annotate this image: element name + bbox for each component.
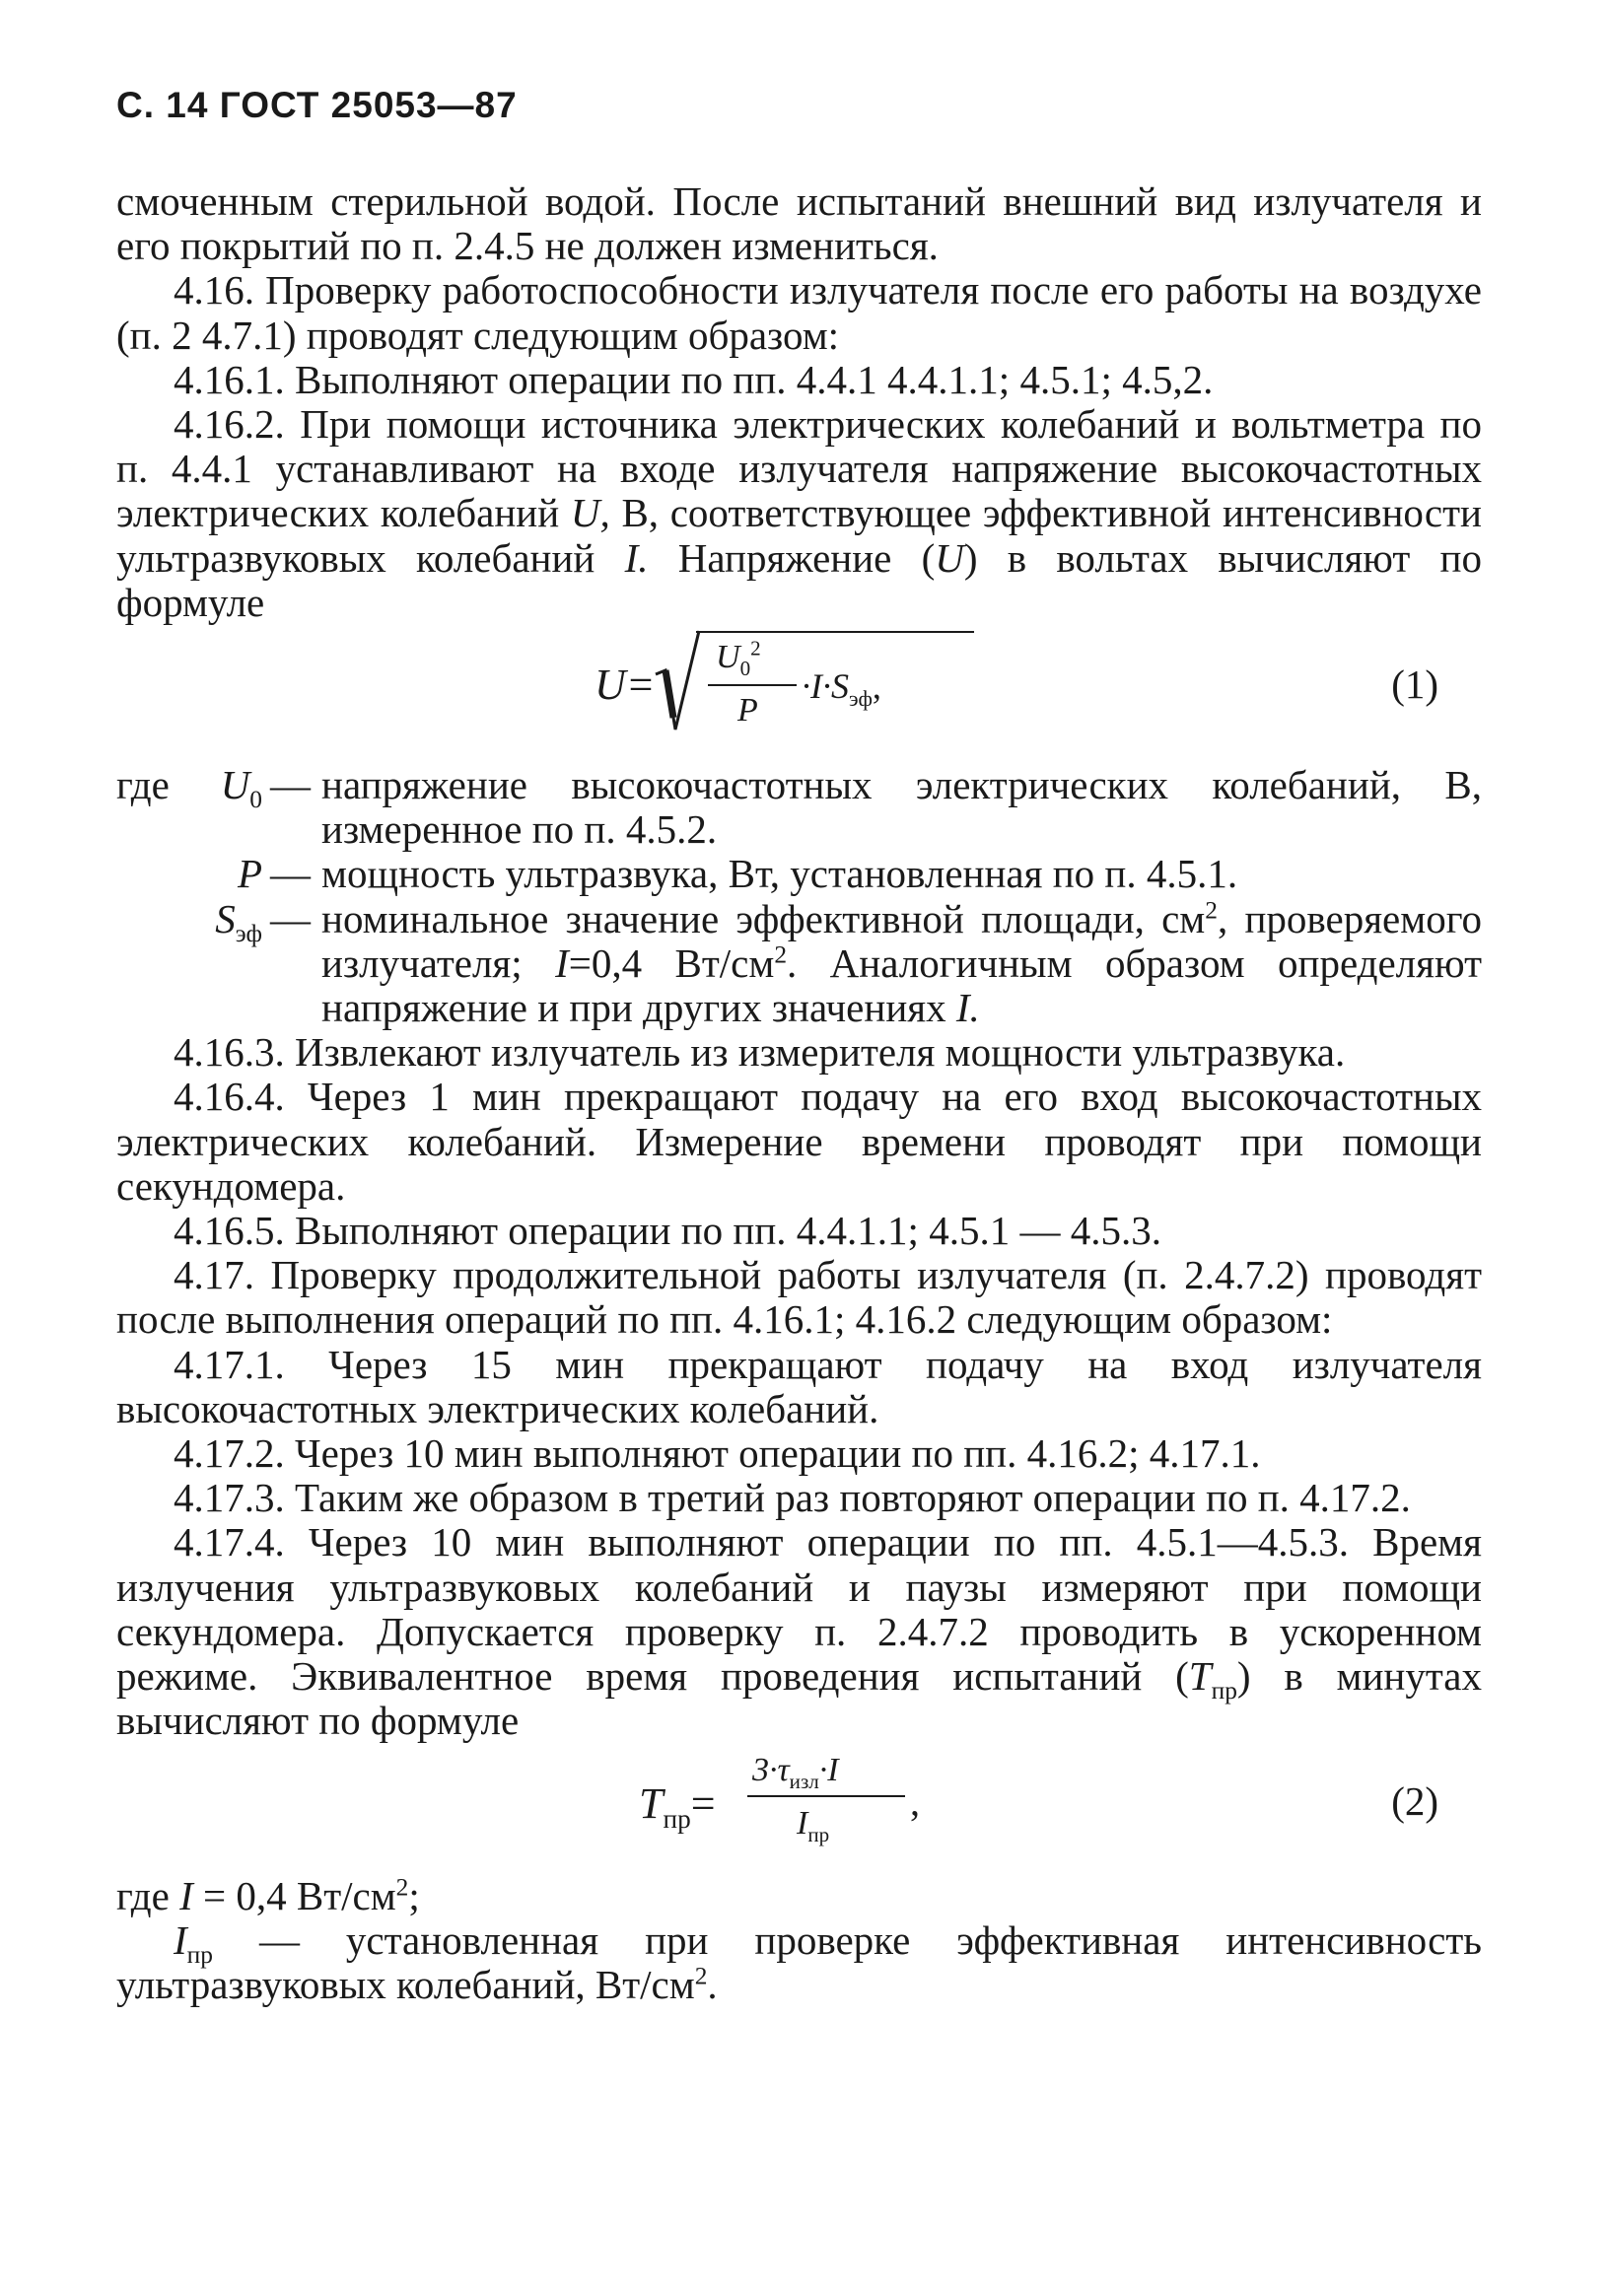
- symbol: P: [237, 851, 262, 897]
- symbol: $S_{эф}$: [215, 895, 262, 947]
- definitions-1: [116, 763, 1482, 1030]
- where-label: где: [116, 762, 170, 808]
- equation-number-2: (2): [1391, 1777, 1438, 1824]
- paragraph-4-17-2: 4.17.2. Через 10 мин выполняют операции по пп. 4.16.2; 4.17.1.: [174, 1430, 1261, 1477]
- fraction-bar: [747, 1795, 905, 1797]
- definition-text: номинальное значение эффективной площади, $см^2$, проверяемого излучателя; I=0,4 $Вт/см^2$. Аналогичным образом определяют напряжение и при других значениях I.: [321, 895, 1482, 1031]
- paragraph-4-17-3: 4.17.3. Таким же образом в третий раз повторяют операции по п. 4.17.2.: [174, 1475, 1411, 1521]
- paragraph: смоченным стерильной водой. После испытаний внешний вид излучателя и его покрытий по п. 2.4.5 не должен измениться.: [116, 178, 1482, 269]
- formula-2-lhs: $T_{пр}=$: [639, 1778, 716, 1834]
- paragraph-4-16-2: 4.16.2. При помощи источника электрических колебаний и вольтметра по п. 4.4.1 устанавливают на входе излучателя напряжение высокочастотных электрических колебаний U, В, соответствующее эффективной интенсивности ультразвуковых колебаний I. Напряжение (U) в вольтах вычисляют по формуле: [116, 401, 1482, 625]
- paragraph-4-17-4: 4.17.4. Через 10 мин выполняют операции по пп. 4.5.1—4.5.3. Время излучения ультразвуковых колебаний и паузы измеряют при помощи секундомера. Допускается проверку п. 2.4.7.2 проводить в ускоренном режиме. Эквивалентное время проведения испытаний $(T_{пр})$ в минутах вычисляют по формуле: [116, 1519, 1482, 1744]
- formula-2: $T_{пр}=$ $3\cdot\tau_{изл}\cdot I$ $I_{пр}$ , (2): [116, 1744, 1482, 1874]
- definition-s-eff: $S_{эф}$ — номинальное значение эффективной площади, $см^2$, проверяемого излучателя; I=0,4 $Вт/см^2$. Аналогичным образом определяют напряжение и при других значениях I.: [116, 897, 1482, 1031]
- radical-vinculum: [696, 631, 974, 633]
- document-body: [116, 179, 1482, 2007]
- equation-number-1: (1): [1391, 661, 1438, 708]
- definition-i: где I = 0,4 $Вт/см^2$;: [116, 1872, 420, 1918]
- definition-u0: где $U_0$ — напряжение высокочастотных электрических колебаний, В, измеренное по п. 4.5.2.: [116, 762, 1482, 853]
- definition-i-pr: $I_{пр}$ — установленная при проверке эффективная интенсивность ультразвуковых колебаний, $Вт/см^2$.: [116, 1916, 1482, 2007]
- formula-2-numerator: $3\cdot\tau_{изл}\cdot I$: [752, 1751, 839, 1793]
- formula-1-denominator: P: [737, 692, 758, 730]
- paragraph-4-16: 4.16. Проверку работоспособности излучателя после его работы на воздухе (п. 2 4.7.1) проводят следующим образом:: [116, 267, 1482, 358]
- paragraph-4-16-1: 4.16.1. Выполняют операции по пп. 4.4.1 4.4.1.1; 4.5.1; 4.5,2.: [174, 356, 1214, 402]
- paragraph-4-16-4: 4.16.4. Через 1 мин прекращают подачу на его вход высокочастотных электрических колебаний. Измерение времени проводят при помощи секундомера.: [116, 1074, 1482, 1209]
- formula-1-factors: $\cdot I\cdot S_{эф}$,: [802, 666, 881, 712]
- paragraph-4-16-5: 4.16.5. Выполняют операции по пп. 4.4.1.1; 4.5.1 — 4.5.3.: [174, 1208, 1161, 1254]
- page-header: С. 14 ГОСТ 25053—87: [116, 85, 518, 125]
- paragraph-4-17-1: 4.17.1. Через 15 мин прекращают подачу на вход излучателя высокочастотных электрических колебаний.: [116, 1341, 1482, 1431]
- formula-2-denominator: $I_{пр}$: [797, 1804, 830, 1846]
- fraction-bar: [708, 684, 797, 686]
- radical-sign-icon: [654, 627, 701, 735]
- definitions-2: [116, 1874, 1482, 2008]
- definition-text: напряжение высокочастотных электрических колебаний, В, измеренное по п. 4.5.2.: [321, 762, 1482, 853]
- formula-1-numerator: $U_0^2$: [716, 636, 761, 680]
- paragraph-4-17: 4.17. Проверку продолжительной работы излучателя (п. 2.4.7.2) проводят после выполнения операций по пп. 4.16.1; 4.16.2 следующим образом:: [116, 1252, 1482, 1343]
- formula-1-lhs: U=: [595, 661, 656, 710]
- symbol: $U_0$: [220, 762, 262, 814]
- paragraph-4-16-3: 4.16.3. Извлекают излучатель из измерителя мощности ультразвука.: [174, 1029, 1346, 1076]
- definition-text: мощность ультразвука, Вт, установленная по п. 4.5.1.: [321, 851, 1238, 897]
- definition-p: P — мощность ультразвука, Вт, установленная по п. 4.5.1.: [116, 852, 1482, 896]
- formula-1: [116, 625, 1482, 763]
